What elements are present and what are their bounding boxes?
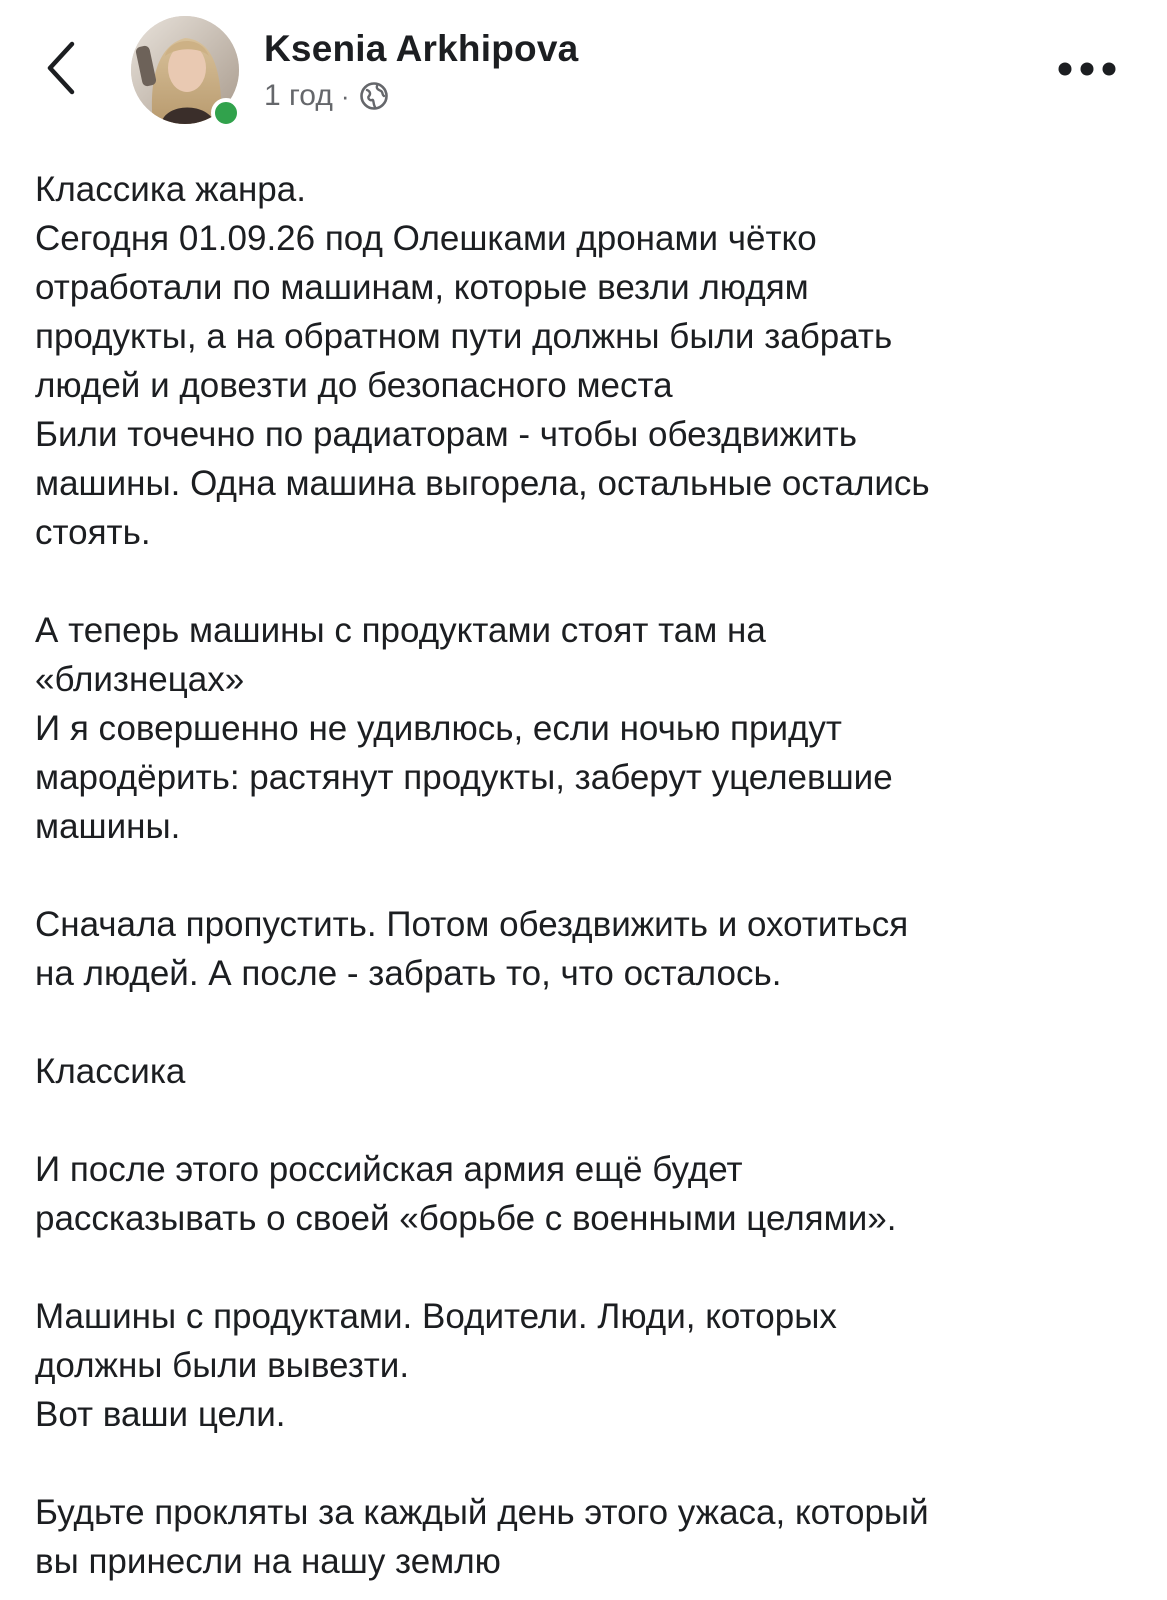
post-text-line: должны были вывезти. bbox=[35, 1346, 410, 1385]
post-text-line: людей и довезти до безопасного места bbox=[35, 366, 673, 405]
post-text-line: И после этого российская армия ещё будет bbox=[35, 1150, 743, 1189]
post-text-line: отработали по машинам, которые везли людям bbox=[35, 268, 809, 307]
author-name[interactable]: Ksenia Arkhipova bbox=[264, 28, 579, 69]
post-paragraph bbox=[35, 606, 1135, 851]
globe-icon[interactable] bbox=[358, 80, 390, 112]
author-avatar-wrap[interactable] bbox=[131, 16, 241, 126]
post-paragraph bbox=[35, 1292, 1135, 1439]
post-text-line: Машины с продуктами. Водители. Люди, которых bbox=[35, 1297, 837, 1336]
post-paragraph bbox=[35, 1488, 1135, 1586]
post-timestamp[interactable]: 1 год bbox=[264, 79, 333, 112]
post-text-line: А теперь машины с продуктами стоят там на bbox=[35, 611, 766, 650]
post-text-line: Били точечно по радиаторам - чтобы обездвижить bbox=[35, 415, 857, 454]
post-text-line: мародёрить: растянут продукты, заберут уцелевшие bbox=[35, 758, 893, 797]
post-text-line: Классика жанра. bbox=[35, 170, 306, 209]
post-text-line: И я совершенно не удивлюсь, если ночью придут bbox=[35, 709, 842, 748]
post-text-line: продукты, а на обратном пути должны были забрать bbox=[35, 317, 893, 356]
post-text-line: на людей. А после - забрать то, что осталось. bbox=[35, 954, 782, 993]
post-paragraph bbox=[35, 165, 1135, 557]
post-paragraph bbox=[35, 1047, 1135, 1096]
post-text-line: Классика bbox=[35, 1052, 186, 1091]
post-meta bbox=[264, 76, 390, 116]
post-text-line: машины. Одна машина выгорела, остальные остались bbox=[35, 464, 930, 503]
meta-separator: · bbox=[340, 80, 350, 111]
chevron-left-icon bbox=[38, 38, 86, 98]
more-horizontal-icon bbox=[1056, 54, 1118, 84]
post-text-line: машины. bbox=[35, 807, 181, 846]
back-button[interactable] bbox=[38, 38, 86, 98]
online-status-dot bbox=[211, 98, 241, 128]
post-text-line: стоять. bbox=[35, 513, 151, 552]
post-text bbox=[35, 165, 1135, 1586]
post-header bbox=[0, 0, 1167, 140]
post-text-line: «близнецах» bbox=[35, 660, 245, 699]
post-paragraph bbox=[35, 1145, 1135, 1243]
more-options-button[interactable] bbox=[1056, 54, 1118, 84]
post-text-line: Сначала пропустить. Потом обездвижить и охотиться bbox=[35, 905, 909, 944]
post-text-line: Будьте прокляты за каждый день этого ужаса, который bbox=[35, 1493, 929, 1532]
post-paragraph bbox=[35, 900, 1135, 998]
post-text-line: Вот ваши цели. bbox=[35, 1395, 286, 1434]
post-text-line: рассказывать о своей «борьбе с военными целями». bbox=[35, 1199, 897, 1238]
post-text-line: Сегодня 01.09.26 под Олешками дронами чётко bbox=[35, 219, 817, 258]
post-text-line: вы принесли на нашу землю bbox=[35, 1542, 501, 1581]
